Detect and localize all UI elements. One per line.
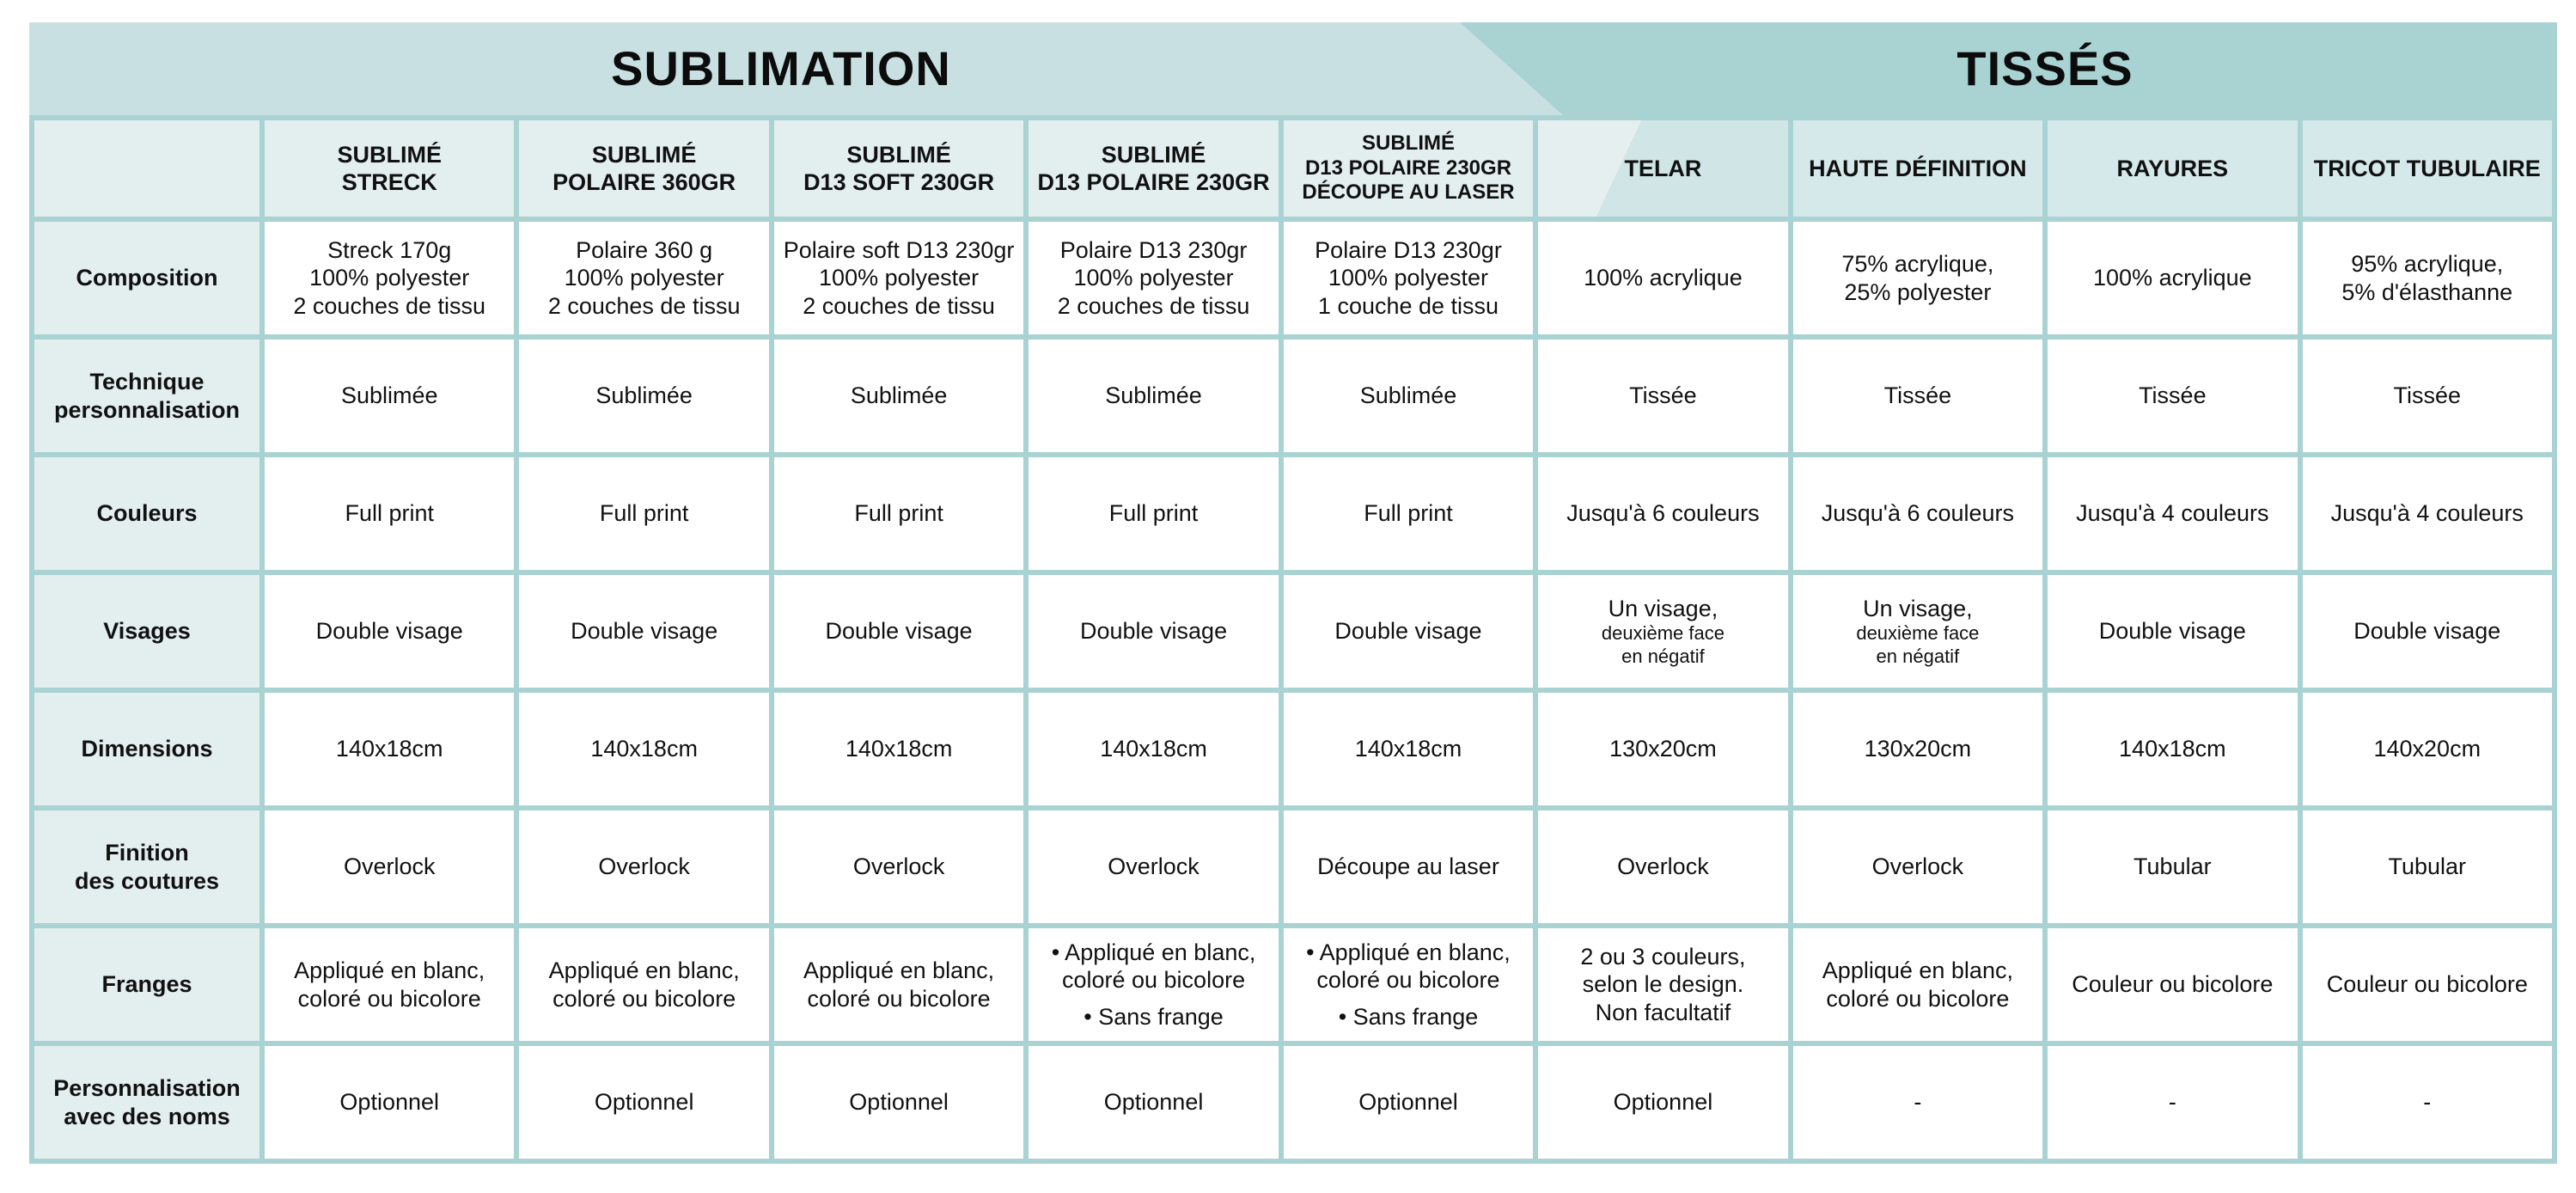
table-cell <box>1793 575 2042 688</box>
table-cell: - <box>2048 1046 2297 1159</box>
row-header: Composition <box>34 222 259 334</box>
visage-main-text: Un visage, <box>1863 595 1973 621</box>
visage-cell-content <box>1602 595 1724 668</box>
table-cell: - <box>2303 1046 2552 1159</box>
column-header: SUBLIMÉ STRECK <box>265 120 514 217</box>
table-cell: Overlock <box>1793 811 2042 923</box>
table-cell: Découpe au laser <box>1284 811 1533 923</box>
franges-bullet-item: • Sans frange <box>1338 1003 1479 1030</box>
row-header: Visages <box>34 575 259 688</box>
table-cell: 130x20cm <box>1793 693 2042 805</box>
table-cell: Double visage <box>2048 575 2297 688</box>
table-cell: Polaire D13 230gr 100% polyester 1 couche de tissu <box>1284 222 1533 334</box>
row-header: Dimensions <box>34 693 259 805</box>
table-cell: Full print <box>1029 457 1278 570</box>
franges-bullet-item: • Sans frange <box>1084 1003 1224 1030</box>
table-cell: - <box>1793 1046 2042 1159</box>
table-cell: Tissée <box>1538 340 1787 452</box>
table-cell: Appliqué en blanc, coloré ou bicolore <box>265 928 514 1041</box>
column-header: HAUTE DÉFINITION <box>1793 120 2042 217</box>
table-cell: Tissée <box>1793 340 2042 452</box>
table-cell: Sublimée <box>265 340 514 452</box>
table-cell: Tissée <box>2303 340 2552 452</box>
table-cell: Jusqu'à 6 couleurs <box>1538 457 1787 570</box>
table-cell: 140x18cm <box>265 693 514 805</box>
table-cell: Polaire soft D13 230gr 100% polyester 2 couches de tissu <box>774 222 1023 334</box>
row-header: Personnalisation avec des noms <box>34 1046 259 1159</box>
table-cell: Sublimée <box>1284 340 1533 452</box>
table-cell: 100% acrylique <box>1538 222 1787 334</box>
table-cell: Tubular <box>2048 811 2297 923</box>
column-header: SUBLIMÉ D13 SOFT 230GR <box>774 120 1023 217</box>
table-cell: Sublimée <box>1029 340 1278 452</box>
table-cell <box>1284 928 1533 1041</box>
visage-note-text: deuxième face en négatif <box>1856 622 1980 667</box>
table-cell: 140x18cm <box>1284 693 1533 805</box>
column-header: TRICOT TUBULAIRE <box>2303 120 2552 217</box>
table-cell: 100% acrylique <box>2048 222 2297 334</box>
table-cell: Polaire D13 230gr 100% polyester 2 couches de tissu <box>1029 222 1278 334</box>
comparison-table <box>29 115 2557 1164</box>
table-corner-cell <box>34 120 259 217</box>
table-cell: Full print <box>519 457 768 570</box>
table-cell: 140x20cm <box>2303 693 2552 805</box>
franges-bullet-item: • Appliqué en blanc, coloré ou bicolore <box>1306 939 1511 994</box>
column-header: SUBLIMÉ D13 POLAIRE 230GR <box>1029 120 1278 217</box>
table-cell: Full print <box>265 457 514 570</box>
table-cell: Double visage <box>519 575 768 688</box>
table-cell: Sublimée <box>774 340 1023 452</box>
table-cell: Streck 170g 100% polyester 2 couches de tissu <box>265 222 514 334</box>
row-header: Couleurs <box>34 457 259 570</box>
table-cell: 130x20cm <box>1538 693 1787 805</box>
table-cell: Overlock <box>774 811 1023 923</box>
table-cell: 140x18cm <box>519 693 768 805</box>
table-cell: Overlock <box>519 811 768 923</box>
tisses-title: TISSÉS <box>1956 41 2133 95</box>
table-cell: Double visage <box>774 575 1023 688</box>
table-cell: Double visage <box>265 575 514 688</box>
table-cell: Double visage <box>1284 575 1533 688</box>
table-cell: Optionnel <box>519 1046 768 1159</box>
visage-main-text: Un visage, <box>1608 595 1718 621</box>
table-cell: Jusqu'à 4 couleurs <box>2048 457 2297 570</box>
column-header: SUBLIMÉ POLAIRE 360GR <box>519 120 768 217</box>
table-cell: Double visage <box>2303 575 2552 688</box>
table-cell <box>1029 928 1278 1041</box>
row-header: Franges <box>34 928 259 1041</box>
sublimation-title: SUBLIMATION <box>611 41 951 95</box>
table-cell: 140x18cm <box>1029 693 1278 805</box>
table-cell: Double visage <box>1029 575 1278 688</box>
table-cell: Couleur ou bicolore <box>2048 928 2297 1041</box>
table-cell: 2 ou 3 couleurs, selon le design. Non facultatif <box>1538 928 1787 1041</box>
table-cell: Tissée <box>2048 340 2297 452</box>
table-cell: Optionnel <box>774 1046 1023 1159</box>
table-cell: Full print <box>774 457 1023 570</box>
table-cell: 75% acrylique, 25% polyester <box>1793 222 2042 334</box>
table-cell: Jusqu'à 6 couleurs <box>1793 457 2042 570</box>
table-cell: Tubular <box>2303 811 2552 923</box>
table-cell: Jusqu'à 4 couleurs <box>2303 457 2552 570</box>
table-cell: Sublimée <box>519 340 768 452</box>
table-cell: Optionnel <box>1538 1046 1787 1159</box>
table-cell: Optionnel <box>265 1046 514 1159</box>
table-cell: 140x18cm <box>774 693 1023 805</box>
table-cell: Optionnel <box>1284 1046 1533 1159</box>
title-banner <box>29 22 2557 115</box>
table-cell: Couleur ou bicolore <box>2303 928 2552 1041</box>
row-header: Finition des coutures <box>34 811 259 923</box>
column-header: TELAR <box>1538 120 1787 217</box>
table-cell: Optionnel <box>1029 1046 1278 1159</box>
table-cell: 140x18cm <box>2048 693 2297 805</box>
row-header: Technique personnalisation <box>34 340 259 452</box>
table-cell: Polaire 360 g 100% polyester 2 couches de tissu <box>519 222 768 334</box>
table-cell: Overlock <box>1029 811 1278 923</box>
column-header: RAYURES <box>2048 120 2297 217</box>
franges-bullets <box>1052 939 1256 1031</box>
visage-note-text: deuxième face en négatif <box>1601 622 1724 667</box>
table-cell: Appliqué en blanc, coloré ou bicolore <box>519 928 768 1041</box>
table-cell: Appliqué en blanc, coloré ou bicolore <box>774 928 1023 1041</box>
table-cell: Overlock <box>1538 811 1787 923</box>
table-cell <box>1538 575 1787 688</box>
visage-cell-content <box>1856 595 1979 668</box>
table-cell: 95% acrylique, 5% d'élasthanne <box>2303 222 2552 334</box>
column-header: SUBLIMÉ D13 POLAIRE 230GR DÉCOUPE AU LASER <box>1284 120 1533 217</box>
franges-bullets <box>1306 939 1511 1031</box>
franges-bullet-item: • Appliqué en blanc, coloré ou bicolore <box>1051 939 1256 994</box>
table-cell: Full print <box>1284 457 1533 570</box>
table-cell: Appliqué en blanc, coloré ou bicolore <box>1793 928 2042 1041</box>
table-cell: Overlock <box>265 811 514 923</box>
